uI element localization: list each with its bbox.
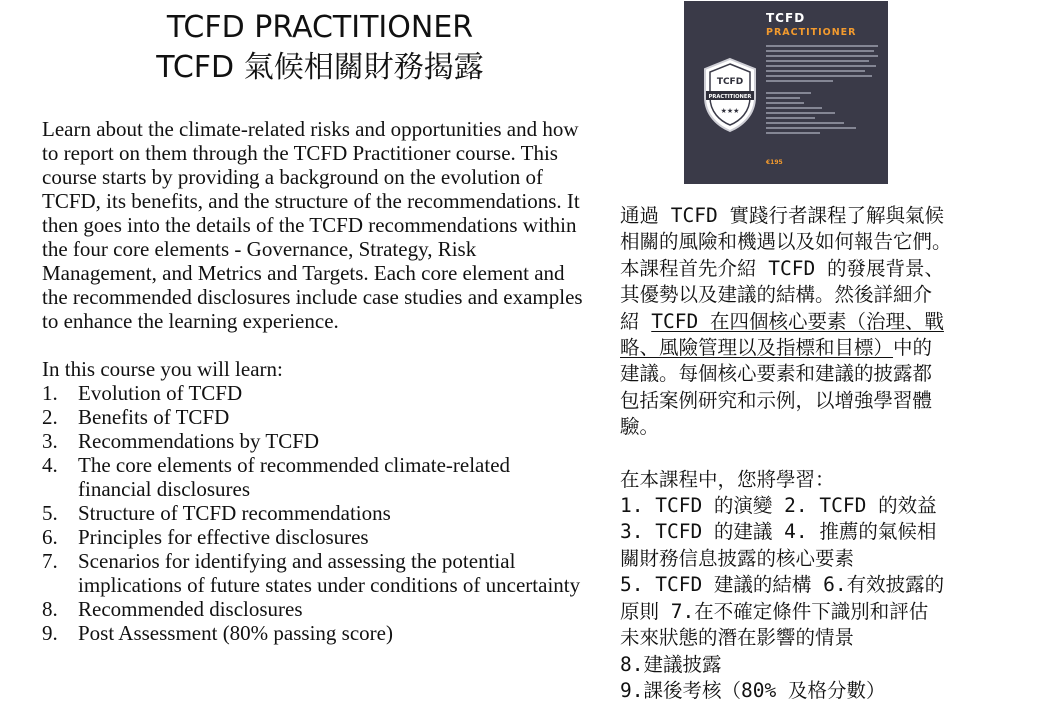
chinese-text-line: 其優勢以及建議的結構。然後詳細介	[620, 283, 933, 307]
chinese-underlined-text: TCFD 在四個核心要素（治理、戰	[651, 309, 944, 333]
chinese-text-line: 相關的風險和機遇以及如何報告它們。	[620, 230, 952, 254]
list-item-text: Principles for effective disclosures	[78, 525, 369, 549]
badge-banner-text: PRACTITIONER	[708, 94, 752, 100]
chinese-learn-line: 1. TCFD 的演變 2. TCFD 的效益	[620, 494, 937, 518]
list-item-number: 3.	[42, 429, 58, 453]
list-item-number: 5.	[42, 501, 58, 525]
learn-list-item	[42, 525, 587, 549]
thumbnail-price	[766, 159, 783, 166]
learn-list-item	[42, 405, 587, 429]
learn-list-item	[42, 549, 587, 597]
list-item-text: Scenarios for identifying and assessing the potential implications of future states under conditions of uncertainty	[78, 549, 581, 597]
english-intro-paragraph: Learn about the climate-related risks and opportunities and how to report on them through the TCFD Practitioner course. This course starts by providing a background on the evolution of TCFD, its benefits, and the structure of the recommendations. It then goes into the details of the TCFD recommendations within the four core elements - Governance, Strategy, Risk Management, and Metrics and Targets. Each core element and the recommended disclosures include case studies and examples to enhance the learning experience.	[42, 117, 583, 333]
chinese-description	[620, 203, 1020, 704]
list-item-text: Recommendations by TCFD	[78, 429, 320, 453]
list-item-number: 6.	[42, 525, 58, 549]
chinese-learn-line: 5. TCFD 建議的結構 6.有效披露的	[620, 573, 945, 597]
learn-list-item	[42, 501, 587, 525]
chinese-learn-line: 9.課後考核（80% 及格分數）	[620, 678, 886, 702]
chinese-learn-line: 在本課程中，您將學習：	[620, 467, 835, 491]
list-item-number: 4.	[42, 453, 58, 477]
badge-stars: ★★★	[720, 107, 740, 115]
learn-list-item	[42, 429, 587, 453]
chinese-text-line: 通過 TCFD 實踐行者課程了解與氣候	[620, 204, 944, 227]
learn-list-item	[42, 453, 587, 501]
chinese-learn-line: 關財務信息披露的核心要素	[620, 546, 855, 570]
chinese-text-line: 驗。	[620, 415, 660, 439]
english-learn-heading: In this course you will learn:	[42, 357, 283, 381]
title-line-chinese: TCFD 氣候相關財務揭露	[156, 50, 484, 85]
chinese-learn-line: 原則 7.在不確定條件下識別和評估	[620, 599, 929, 623]
chinese-learn-line: 3. TCFD 的建議 4. 推薦的氣候相	[620, 520, 937, 544]
chinese-intro-tail	[620, 361, 1020, 440]
chinese-text-line: 本課程首先介紹 TCFD 的發展背景、	[620, 256, 944, 280]
title-line-english: TCFD PRACTITIONER	[166, 10, 474, 45]
english-learn-list	[42, 381, 587, 645]
list-item-number: 2.	[42, 405, 58, 429]
course-thumbnail	[684, 1, 888, 184]
thumbnail-text-lines	[766, 45, 878, 137]
list-item-number: 8.	[42, 597, 58, 621]
chinese-learn-list	[620, 467, 1020, 705]
chinese-learn-line: 8.建議披露	[620, 652, 722, 676]
chinese-intro-lines	[620, 203, 1020, 309]
learn-list-item	[42, 597, 587, 621]
chinese-underlined-text: 略、風險管理以及指標和目標）	[620, 336, 894, 360]
chinese-learn-line: 未來狀態的潛在影響的情景	[620, 626, 855, 650]
thumbnail-subtitle: PRACTITIONER	[766, 27, 857, 38]
list-item-text: Evolution of TCFD	[78, 381, 243, 405]
thumbnail-title: TCFD	[766, 11, 806, 25]
page-title	[40, 8, 600, 88]
chinese-text-line: 建議。每個核心要素和建議的披露都	[620, 362, 933, 386]
learn-list-item	[42, 621, 587, 645]
list-item-number: 7.	[42, 549, 58, 573]
english-description	[42, 117, 587, 645]
chinese-text-line: 包括案例研究和示例，以增強學習體	[620, 388, 933, 412]
badge-top-text: TCFD	[716, 77, 744, 87]
list-item-text: Recommended disclosures	[78, 597, 303, 621]
list-item-number: 9.	[42, 621, 58, 645]
chinese-intro-line-6: 略、風險管理以及指標和目標）中的	[620, 336, 933, 360]
list-item-number: 1.	[42, 381, 58, 405]
list-item-text: Structure of TCFD recommendations	[78, 501, 391, 525]
list-item-text: Benefits of TCFD	[78, 405, 230, 429]
list-item-text: The core elements of recommended climate-related financial disclosures	[78, 453, 511, 501]
shield-badge-icon	[702, 57, 758, 133]
chinese-intro-line-5: 紹 TCFD 在四個核心要素（治理、戰	[620, 309, 944, 333]
learn-list-item	[42, 381, 587, 405]
list-item-text: Post Assessment (80% passing score)	[78, 621, 393, 645]
price-value: €195	[766, 159, 783, 166]
